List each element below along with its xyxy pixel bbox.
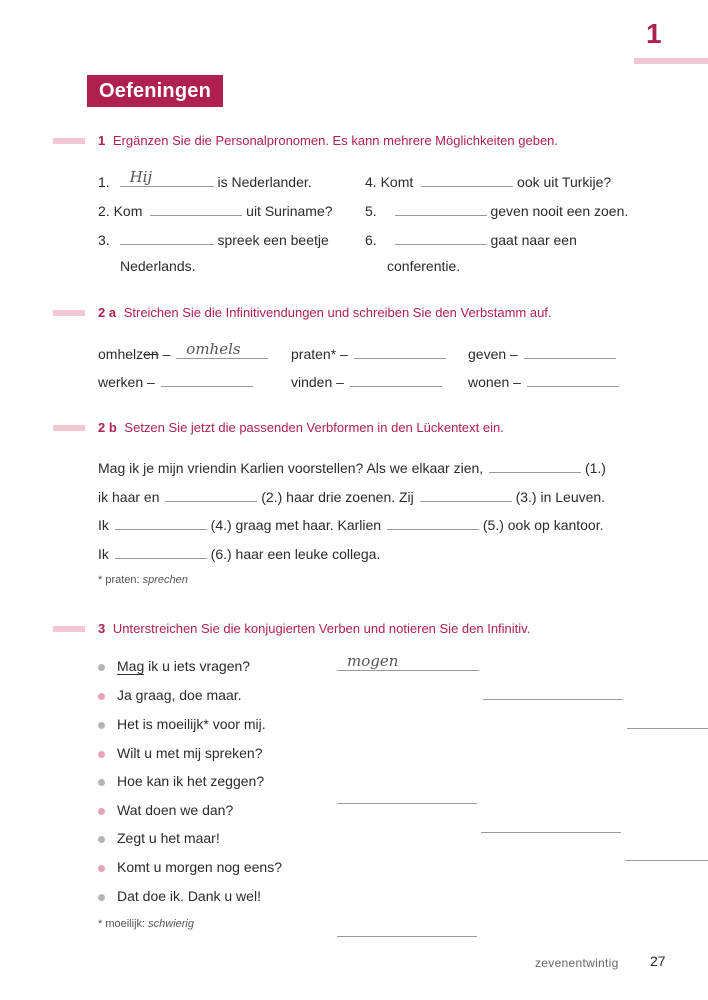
ex1-item-number: 4. bbox=[365, 174, 377, 190]
ex3-blank-7[interactable] bbox=[625, 846, 708, 861]
handwritten-answer: mogen bbox=[347, 652, 399, 670]
ex3-item bbox=[98, 716, 266, 732]
ex2a-item-4 bbox=[98, 372, 253, 390]
ex3-blank-9[interactable] bbox=[337, 922, 477, 937]
bullet-icon bbox=[98, 722, 105, 729]
exercise-2a-number: 2 a bbox=[98, 305, 117, 320]
ex1-blank-5[interactable] bbox=[395, 201, 487, 216]
exercise-3-marker bbox=[53, 626, 85, 632]
ex2b-line-4 bbox=[98, 544, 380, 562]
ex3-blank-6[interactable] bbox=[481, 818, 621, 833]
ex3-footnote bbox=[98, 918, 194, 930]
ex2a-item-1 bbox=[98, 340, 268, 362]
ex1-item-number: 2. bbox=[98, 203, 110, 219]
bullet-icon bbox=[98, 693, 105, 700]
verb-word: geven – bbox=[468, 346, 518, 362]
cloze-text: Ik bbox=[98, 517, 109, 533]
ex2a-blank-4[interactable] bbox=[161, 372, 253, 387]
ex3-item bbox=[98, 773, 264, 789]
exercise-3-heading bbox=[98, 621, 530, 636]
ex1-item-text: Komt bbox=[380, 174, 414, 190]
ex1-item-3 bbox=[98, 230, 329, 248]
verb-ending-struck: en bbox=[143, 346, 159, 362]
ex3-blank-5[interactable] bbox=[337, 789, 477, 804]
footnote-label: * praten: bbox=[98, 574, 140, 586]
ex2a-item-6 bbox=[468, 372, 619, 390]
handwritten-answer: omhels bbox=[186, 340, 241, 358]
bullet-icon bbox=[98, 664, 105, 671]
ex3-item bbox=[98, 745, 262, 761]
ex2a-item-5 bbox=[291, 372, 442, 390]
ex1-item-text: ook uit Turkije? bbox=[517, 174, 612, 190]
ex1-blank-1[interactable] bbox=[120, 168, 214, 187]
exercise-1-number: 1 bbox=[98, 133, 106, 148]
underlined-verb: Mag bbox=[117, 658, 145, 674]
ex1-item-6-continued: conferentie. bbox=[387, 258, 461, 274]
dash: – bbox=[162, 346, 171, 362]
ex2b-blank-6[interactable] bbox=[115, 544, 207, 559]
sentence-text: Wilt u met mij spreken? bbox=[117, 745, 263, 761]
verb-word: wonen – bbox=[468, 374, 521, 390]
ex1-blank-6[interactable] bbox=[395, 230, 487, 245]
section-title: Oefeningen bbox=[87, 75, 223, 107]
exercise-3-instruction: Unterstreichen Sie die konjugierten Verben und notieren Sie den Infinitiv. bbox=[112, 621, 531, 636]
ex3-item bbox=[98, 802, 233, 818]
ex1-item-5 bbox=[365, 201, 628, 219]
page-number-word: zevenentwintig bbox=[535, 956, 619, 970]
footnote-translation: sprechen bbox=[142, 574, 188, 586]
chapter-bar bbox=[634, 58, 708, 64]
exercise-2b-instruction: Setzen Sie jetzt die passenden Verbformen in den Lückentext ein. bbox=[124, 420, 504, 435]
exercise-1-instruction: Ergänzen Sie die Personalpronomen. Es kann mehrere Möglichkeiten geben. bbox=[112, 133, 559, 148]
ex2a-blank-2[interactable] bbox=[354, 344, 446, 359]
bullet-icon bbox=[98, 808, 105, 815]
ex3-blank-2[interactable] bbox=[483, 685, 623, 700]
sentence-text: Dat doe ik. Dank u wel! bbox=[117, 888, 261, 904]
cloze-text: (6.) haar een leuke collega. bbox=[210, 546, 381, 562]
cloze-text: (2.) haar drie zoenen. Zij bbox=[261, 489, 414, 505]
ex1-item-number: 3. bbox=[98, 232, 110, 248]
cloze-text: Ik bbox=[98, 546, 109, 562]
ex1-item-text: geven nooit een zoen. bbox=[490, 203, 629, 219]
cloze-text: (3.) in Leuven. bbox=[515, 489, 606, 505]
ex1-item-text: is Nederlander. bbox=[217, 174, 312, 190]
ex2b-blank-5[interactable] bbox=[387, 515, 479, 530]
ex2b-blank-4[interactable] bbox=[115, 515, 207, 530]
exercise-3-number: 3 bbox=[98, 621, 106, 636]
ex2b-line-1 bbox=[98, 458, 606, 476]
cloze-text: (5.) ook op kantoor. bbox=[482, 517, 604, 533]
ex1-item-number: 5. bbox=[365, 203, 377, 219]
cloze-text: Mag ik je mijn vriendin Karlien voorstellen? Als we elkaar zien, bbox=[98, 460, 484, 476]
exercise-1-heading bbox=[98, 133, 558, 148]
ex3-item bbox=[98, 888, 261, 904]
sentence-text: Wat doen we dan? bbox=[117, 802, 234, 818]
page-number: 27 bbox=[650, 953, 666, 969]
ex2b-blank-3[interactable] bbox=[420, 487, 512, 502]
exercise-2a-marker bbox=[53, 310, 85, 316]
exercise-2a-heading bbox=[98, 305, 552, 320]
chapter-number: 1 bbox=[646, 18, 662, 49]
footnote-label: * moeilijk: bbox=[98, 918, 146, 930]
ex1-blank-3[interactable] bbox=[120, 230, 214, 245]
ex1-item-6 bbox=[365, 230, 577, 248]
sentence-text: Ja graag, doe maar. bbox=[117, 687, 242, 703]
exercise-2a-instruction: Streichen Sie die Infinitivendungen und schreiben Sie den Verbstamm auf. bbox=[123, 305, 552, 320]
ex2a-blank-5[interactable] bbox=[350, 372, 442, 387]
ex1-item-text: gaat naar een bbox=[490, 232, 577, 248]
verb-stem: omhelz bbox=[98, 346, 144, 362]
ex1-item-number: 1. bbox=[98, 174, 110, 190]
ex1-item-2 bbox=[98, 201, 333, 219]
ex2b-footnote bbox=[98, 574, 188, 586]
exercise-1-marker bbox=[53, 138, 85, 144]
ex2b-blank-2[interactable] bbox=[165, 487, 257, 502]
ex1-item-text: uit Suriname? bbox=[246, 203, 333, 219]
ex1-item-3-continued: Nederlands. bbox=[120, 258, 196, 274]
sentence-text: ik u iets vragen? bbox=[144, 658, 251, 674]
ex2b-blank-1[interactable] bbox=[489, 458, 581, 473]
verb-word: vinden – bbox=[291, 374, 344, 390]
ex2a-blank-6[interactable] bbox=[527, 372, 619, 387]
bullet-icon bbox=[98, 779, 105, 786]
verb-word: werken – bbox=[98, 374, 155, 390]
handwritten-answer: Hij bbox=[129, 168, 153, 186]
exercise-2b-number: 2 b bbox=[98, 420, 117, 435]
sentence-text: Het is moeilijk* voor mij. bbox=[117, 716, 266, 732]
cloze-text: (1.) bbox=[584, 460, 606, 476]
ex2b-line-3 bbox=[98, 515, 604, 533]
sentence-text: Komt u morgen nog eens? bbox=[117, 859, 282, 875]
cloze-text: (4.) graag met haar. Karlien bbox=[210, 517, 382, 533]
bullet-icon bbox=[98, 865, 105, 872]
ex2a-item-3 bbox=[468, 344, 616, 362]
ex2a-blank-1[interactable] bbox=[176, 340, 268, 359]
exercise-2b-heading bbox=[98, 420, 504, 435]
verb-word: praten* – bbox=[291, 346, 348, 362]
ex1-blank-4[interactable] bbox=[421, 172, 513, 187]
sentence-text: Hoe kan ik het zeggen? bbox=[117, 773, 265, 789]
ex2b-line-2 bbox=[98, 487, 605, 505]
ex2a-item-2 bbox=[291, 344, 446, 362]
footnote-translation: schwierig bbox=[148, 918, 194, 930]
ex3-item bbox=[98, 830, 220, 846]
sentence-text: Zegt u het maar! bbox=[117, 830, 220, 846]
ex1-item-number: 6. bbox=[365, 232, 377, 248]
ex1-item-1 bbox=[98, 168, 312, 190]
bullet-icon bbox=[98, 751, 105, 758]
bullet-icon bbox=[98, 894, 105, 901]
exercise-2b-marker bbox=[53, 425, 85, 431]
ex3-item bbox=[98, 658, 250, 674]
ex3-item bbox=[98, 859, 282, 875]
ex1-item-text: Kom bbox=[113, 203, 143, 219]
ex2a-blank-3[interactable] bbox=[524, 344, 616, 359]
ex1-item-text: spreek een beetje bbox=[217, 232, 329, 248]
ex1-item-4 bbox=[365, 172, 611, 190]
cloze-text: ik haar en bbox=[98, 489, 160, 505]
ex3-blank-3[interactable] bbox=[627, 714, 708, 729]
ex1-blank-2[interactable] bbox=[150, 201, 242, 216]
bullet-icon bbox=[98, 836, 105, 843]
ex3-blank-1[interactable] bbox=[337, 652, 479, 671]
ex3-item bbox=[98, 687, 242, 703]
